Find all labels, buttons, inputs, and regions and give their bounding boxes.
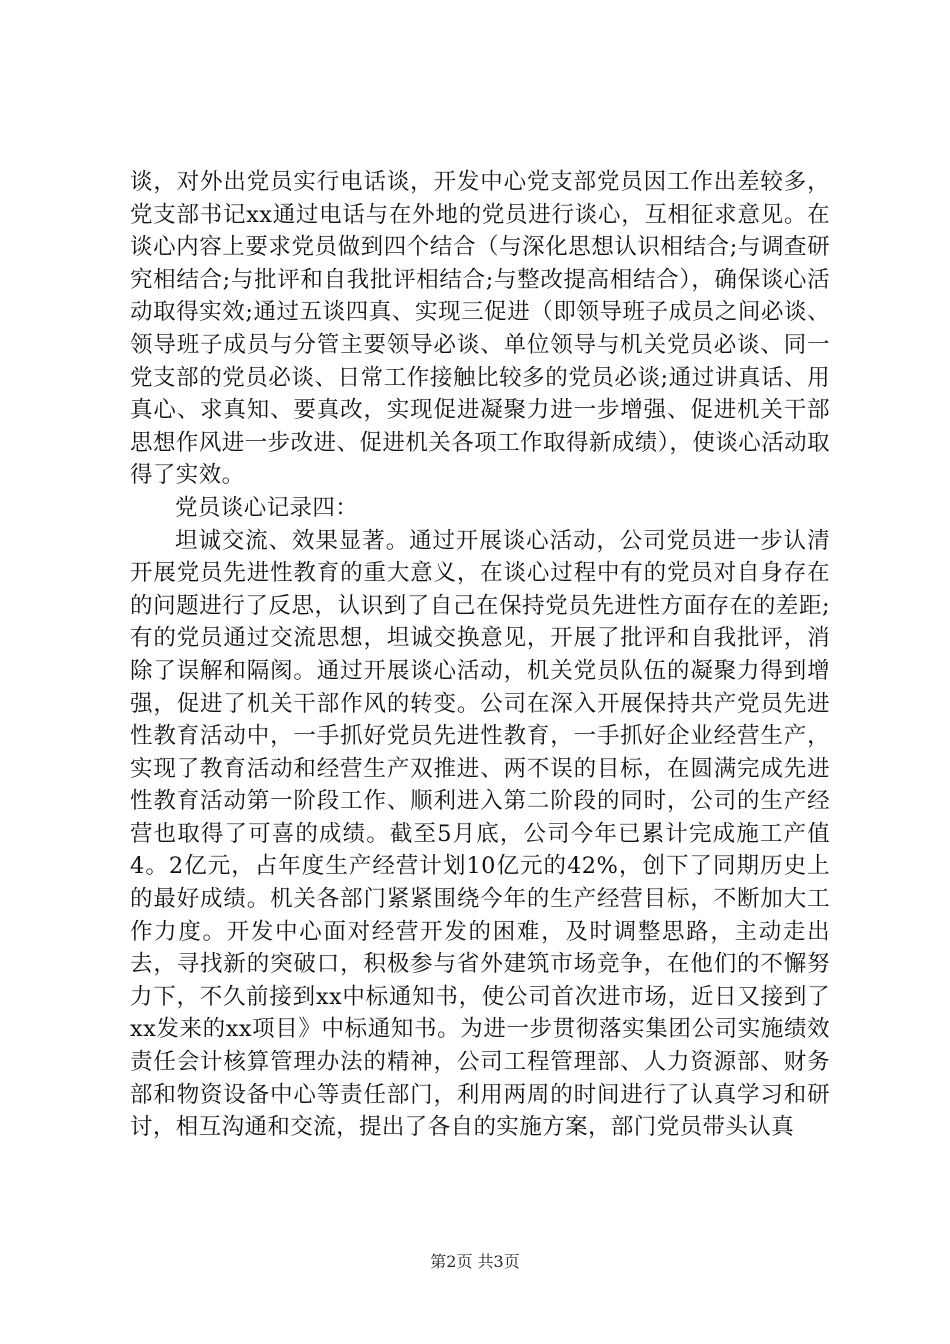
page-number-footer: 第2页 共3页: [430, 1252, 520, 1271]
paragraph-body: 坦诚交流、效果显著。通过开展谈心活动，公司党员进一步认清开展党员先进性教育的重大意义，在谈心过程中有的党员对自身存在的问题进行了反思，认识到了自己在保持党员先进性方面存在的差距;有的党员通过交流思想，坦诚交换意见，开展了批评和自我批评，消除了误解和隔阂。通过开展谈心活动，机关党员队伍的凝聚力得到增强，促进了机关干部作风的转变。公司在深入开展保持共产党员先进性教育活动中，一手抓好党员先进性教育，一手抓好企业经营生产，实现了教育活动和经营生产双推进、两不误的目标，在圆满完成先进性教育活动第一阶段工作、顺利进入第二阶段的同时，公司的生产经营也取得了可喜的成绩。截至5月底，公司今年已累计完成施工产值4。2亿元，占年度生产经营计划10亿元的42%，创下了同期历史上的最好成绩。机关各部门紧紧围绕今年的生产经营目标，不断加大工作力度。开发中心面对经营开发的困难，及时调整思路，主动走出去，寻找新的突破口，积极参与省外建筑市场竞争，在他们的不懈努力下，不久前接到xx中标通知书，使公司首次进市场，近日又接到了xx发来的xx项目》中标通知书。为进一步贯彻落实集团公司实施绩效责任会计核算管理办法的精神，公司工程管理部、人力资源部、财务部和物资设备中心等责任部门，利用两周的时间进行了认真学习和研讨，相互沟通和交流，提出了各自的实施方案，部门党员带头认真: [130, 527, 830, 1141]
section-heading: 党员谈心记录四：: [175, 494, 359, 521]
document-body: [130, 166, 830, 1144]
paragraph-continuation: 谈，对外出党员实行电话谈，开发中心党支部党员因工作出差较多，党支部书记xx通过电话与在外地的党员进行谈心，互相征求意见。在谈心内容上要求党员做到四个结合（与深化思想认识相结合;与调查研究相结合;与批评和自我批评相结合;与整改提高相结合），确保谈心活动取得实效;通过五谈四真、实现三促进（即领导班子成员之间必谈、领导班子成员与分管主要领导必谈、单位领导与机关党员必谈、同一党支部的党员必谈、日常工作接触比较多的党员必谈;通过讲真话、用真心、求真知、要真改，实现促进凝聚力进一步增强、促进机关干部思想作风进一步改进、促进机关各项工作取得新成绩），使谈心活动取得了实效。: [130, 169, 830, 489]
